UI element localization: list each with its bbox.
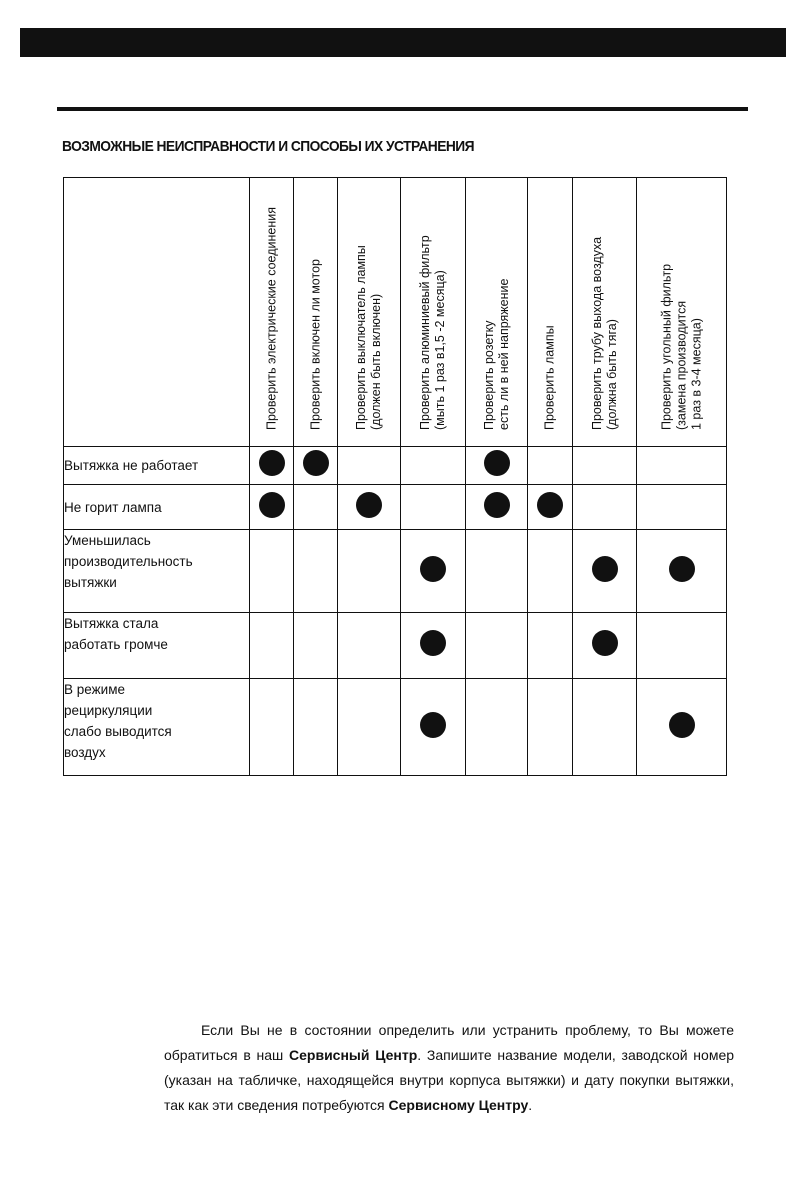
filled-circle-icon bbox=[259, 492, 285, 518]
check-cell bbox=[401, 485, 466, 530]
note-text-3: . bbox=[528, 1097, 533, 1113]
column-header-line: (должен быть включен) bbox=[369, 293, 383, 430]
note-text-1: Если Вы не в состоянии определить или устранить проблему, то Вы можете обратиться в наш bbox=[164, 1022, 734, 1063]
column-header-line: Проверить выключатель лампы bbox=[354, 245, 368, 430]
column-header-label bbox=[418, 235, 448, 430]
column-header-label bbox=[482, 279, 512, 430]
column-header bbox=[250, 178, 294, 447]
column-header-line: (должна быть тяга) bbox=[604, 319, 619, 430]
check-cell bbox=[401, 613, 466, 679]
table-row bbox=[64, 613, 727, 679]
check-cell bbox=[528, 447, 573, 485]
column-header-line: Проверить включен ли мотор bbox=[308, 259, 322, 430]
table-row bbox=[64, 530, 727, 613]
filled-circle-icon bbox=[420, 712, 446, 738]
service-center-name: Сервисный Центр bbox=[289, 1047, 418, 1063]
section-title: ВОЗМОЖНЫЕ НЕИСПРАВНОСТИ И СПОСОБЫ ИХ УСТРАНЕНИЯ bbox=[62, 138, 475, 155]
column-header-line: Проверить трубу выхода воздуха bbox=[589, 236, 604, 430]
check-cell bbox=[250, 530, 294, 613]
table-row bbox=[64, 447, 727, 485]
check-cell bbox=[466, 530, 528, 613]
check-cell bbox=[637, 530, 727, 613]
problem-label-line: Уменьшилась bbox=[64, 533, 151, 548]
column-header-line: (мыть 1 раз в1,5 -2 месяца) bbox=[433, 270, 447, 430]
problem-label-line: слабо выводится bbox=[64, 724, 172, 739]
check-cell bbox=[637, 613, 727, 679]
column-header bbox=[573, 178, 637, 447]
problem-label-line: производительность bbox=[64, 554, 193, 569]
column-header bbox=[528, 178, 573, 447]
check-cell bbox=[573, 613, 637, 679]
check-cell bbox=[250, 447, 294, 485]
column-header bbox=[338, 178, 401, 447]
check-cell bbox=[338, 447, 401, 485]
check-cell bbox=[528, 530, 573, 613]
check-cell bbox=[294, 613, 338, 679]
filled-circle-icon bbox=[669, 556, 695, 582]
check-cell bbox=[294, 530, 338, 613]
problem-label-line: Вытяжка стала bbox=[64, 616, 159, 631]
column-header-label bbox=[590, 237, 620, 430]
check-cell bbox=[338, 679, 401, 776]
problem-label bbox=[64, 485, 250, 530]
filled-circle-icon bbox=[669, 712, 695, 738]
check-cell bbox=[338, 530, 401, 613]
problem-label bbox=[64, 613, 250, 679]
filled-circle-icon bbox=[484, 492, 510, 518]
check-cell bbox=[528, 485, 573, 530]
check-cell bbox=[466, 679, 528, 776]
filled-circle-icon bbox=[420, 630, 446, 656]
check-cell bbox=[466, 447, 528, 485]
filled-circle-icon bbox=[484, 450, 510, 476]
filled-circle-icon bbox=[356, 492, 382, 518]
check-cell bbox=[338, 485, 401, 530]
filled-circle-icon bbox=[592, 630, 618, 656]
problem-label-line: Не горит лампа bbox=[64, 499, 162, 515]
problem-label bbox=[64, 447, 250, 485]
column-header bbox=[466, 178, 528, 447]
problem-label bbox=[64, 679, 250, 776]
column-header-label bbox=[354, 245, 384, 430]
problem-label-line: Вытяжка не работает bbox=[64, 458, 199, 473]
check-cell bbox=[573, 485, 637, 530]
problem-label-line: воздух bbox=[64, 745, 106, 760]
check-cell bbox=[250, 485, 294, 530]
filled-circle-icon bbox=[592, 556, 618, 582]
table-row bbox=[64, 485, 727, 530]
column-header-line: 1 раз в 3-4 месяца) bbox=[689, 318, 703, 430]
column-header-label bbox=[264, 207, 279, 430]
problem-label-line: В режиме bbox=[64, 682, 125, 697]
check-cell bbox=[573, 679, 637, 776]
problem-label bbox=[64, 530, 250, 613]
problem-label-line: вытяжки bbox=[64, 575, 117, 590]
column-header-label bbox=[308, 259, 323, 430]
check-cell bbox=[401, 447, 466, 485]
filled-circle-icon bbox=[303, 450, 329, 476]
column-header bbox=[294, 178, 338, 447]
service-center-name-dative: Сервисному Центру bbox=[388, 1097, 529, 1113]
header-bar bbox=[20, 28, 786, 57]
column-header-line: Проверить алюминиевый фильтр bbox=[418, 235, 432, 430]
check-cell bbox=[294, 485, 338, 530]
column-header-line: Проверить электрические соединения bbox=[264, 207, 278, 430]
check-cell bbox=[401, 530, 466, 613]
check-cell bbox=[528, 613, 573, 679]
check-cell bbox=[466, 485, 528, 530]
filled-circle-icon bbox=[420, 556, 446, 582]
service-center-note bbox=[164, 1018, 734, 1118]
column-header-line: есть ли в ней напряжение bbox=[496, 278, 511, 430]
check-cell bbox=[637, 485, 727, 530]
check-cell bbox=[637, 679, 727, 776]
table-row bbox=[64, 679, 727, 776]
column-header-line: Проверить лампы bbox=[542, 325, 557, 430]
check-cell bbox=[466, 613, 528, 679]
check-cell bbox=[573, 447, 637, 485]
column-header-line: Проверить угольный фильтр bbox=[659, 263, 673, 430]
problem-label-line: работать громче bbox=[64, 637, 168, 652]
check-cell bbox=[573, 530, 637, 613]
troubleshooting-table bbox=[63, 177, 727, 776]
check-cell bbox=[250, 679, 294, 776]
column-header-line: Проверить розетку bbox=[481, 320, 496, 430]
column-header-label bbox=[659, 264, 704, 430]
filled-circle-icon bbox=[537, 492, 563, 518]
check-cell bbox=[294, 447, 338, 485]
check-cell bbox=[528, 679, 573, 776]
column-header-label bbox=[543, 325, 558, 430]
column-header-line: (замена производится bbox=[674, 300, 688, 430]
filled-circle-icon bbox=[259, 450, 285, 476]
note-text-2: . Запишите название модели, заводской номер (указан на табличке, находящейся внутри корпуса вытяжки) и дату покупки вытяжки, так как эти сведения потребуются bbox=[164, 1047, 735, 1113]
header-rule bbox=[57, 107, 748, 111]
column-header bbox=[401, 178, 466, 447]
check-cell bbox=[637, 447, 727, 485]
check-cell bbox=[338, 613, 401, 679]
check-cell bbox=[250, 613, 294, 679]
service-center-paragraph bbox=[164, 1018, 734, 1118]
check-cell bbox=[294, 679, 338, 776]
problem-label-line: рециркуляции bbox=[64, 703, 153, 718]
table-corner-cell bbox=[64, 178, 250, 447]
table-header-row bbox=[64, 178, 727, 447]
column-header bbox=[637, 178, 727, 447]
check-cell bbox=[401, 679, 466, 776]
